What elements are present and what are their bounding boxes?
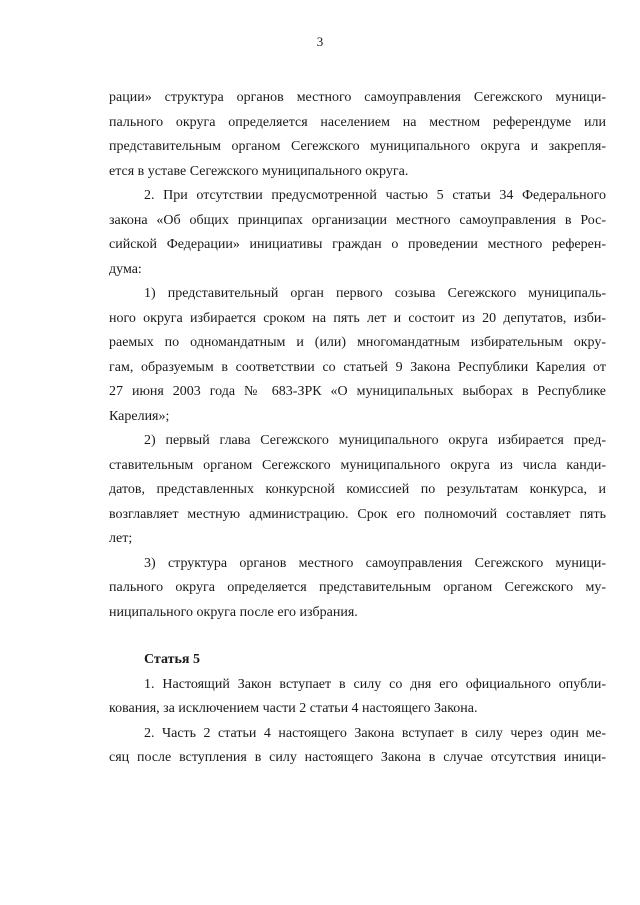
- text-line: закона «Об общих принципах организации местного самоуправления в Рос-: [109, 212, 606, 228]
- text-line: ется в уставе Сегежского муниципального округа.: [109, 163, 409, 179]
- text-line: 2. Часть 2 статьи 4 настоящего Закона вступает в силу через один ме-: [144, 725, 606, 741]
- text-line: датов, представленных конкурсной комиссией по результатам конкурса, и: [109, 482, 606, 497]
- paragraph: [109, 552, 606, 626]
- text-line: 1) представительный орган первого созыва Сегежского муниципаль-: [144, 286, 606, 301]
- text-line: 2) первый глава Сегежского муниципального округа избирается пред-: [144, 433, 606, 448]
- document-body: [109, 86, 606, 771]
- page-number: 3: [316, 34, 324, 49]
- text-line: пального округа определяется представительным органом Сегежского му-: [109, 580, 606, 595]
- text-line: 1. Настоящий Закон вступает в силу со дня его официального опубли-: [144, 676, 606, 692]
- text-line: 2. При отсутствии предусмотренной частью 5 статьи 34 Федерального: [144, 188, 606, 203]
- text-line: представительным органом Сегежского муниципального округа и закрепля-: [109, 139, 606, 154]
- paragraph: [109, 429, 606, 552]
- article-paragraph: [109, 722, 606, 771]
- article-paragraph: [109, 673, 606, 722]
- text-line: раемых по одномандатным и (или) многомандатным избирательным окру-: [109, 335, 606, 350]
- paragraph: [109, 282, 606, 429]
- text-line: 3) структура органов местного самоуправления Сегежского муници-: [144, 555, 606, 571]
- text-line: Карелия»;: [109, 408, 170, 424]
- text-line: кования, за исключением части 2 статьи 4 настоящего Закона.: [109, 701, 478, 716]
- text-line: гам, образуемым в соответствии со статьей 9 Закона Республики Карелия от: [109, 359, 606, 375]
- text-line: рации» структура органов местного самоуправления Сегежского муници-: [109, 90, 606, 105]
- text-line: лет;: [109, 531, 133, 546]
- text-line: сийской Федерации» инициативы граждан о проведении местного референ-: [109, 237, 606, 252]
- text-line: 27 июня 2003 года № 683-ЗРК «О муниципальных выборах в Республике: [109, 384, 606, 399]
- text-line: сяц после вступления в силу настоящего Закона в случае отсутствия иници-: [109, 750, 606, 765]
- text-line: дума:: [109, 261, 142, 277]
- text-line: ного округа избирается сроком на пять лет и состоит из 20 депутатов, изби-: [109, 310, 606, 326]
- article-heading: Статья 5: [144, 652, 200, 667]
- paragraph: [109, 184, 606, 282]
- text-line: ниципального округа после его избрания.: [109, 604, 358, 620]
- text-line: ставительным органом Сегежского муниципального округа из числа канди-: [109, 457, 606, 473]
- text-line: возглавляет местную администрацию. Срок его полномочий составляет пять: [109, 506, 606, 522]
- paragraph: [109, 86, 606, 184]
- text-line: пального округа определяется населением на местном референдуме или: [109, 114, 606, 130]
